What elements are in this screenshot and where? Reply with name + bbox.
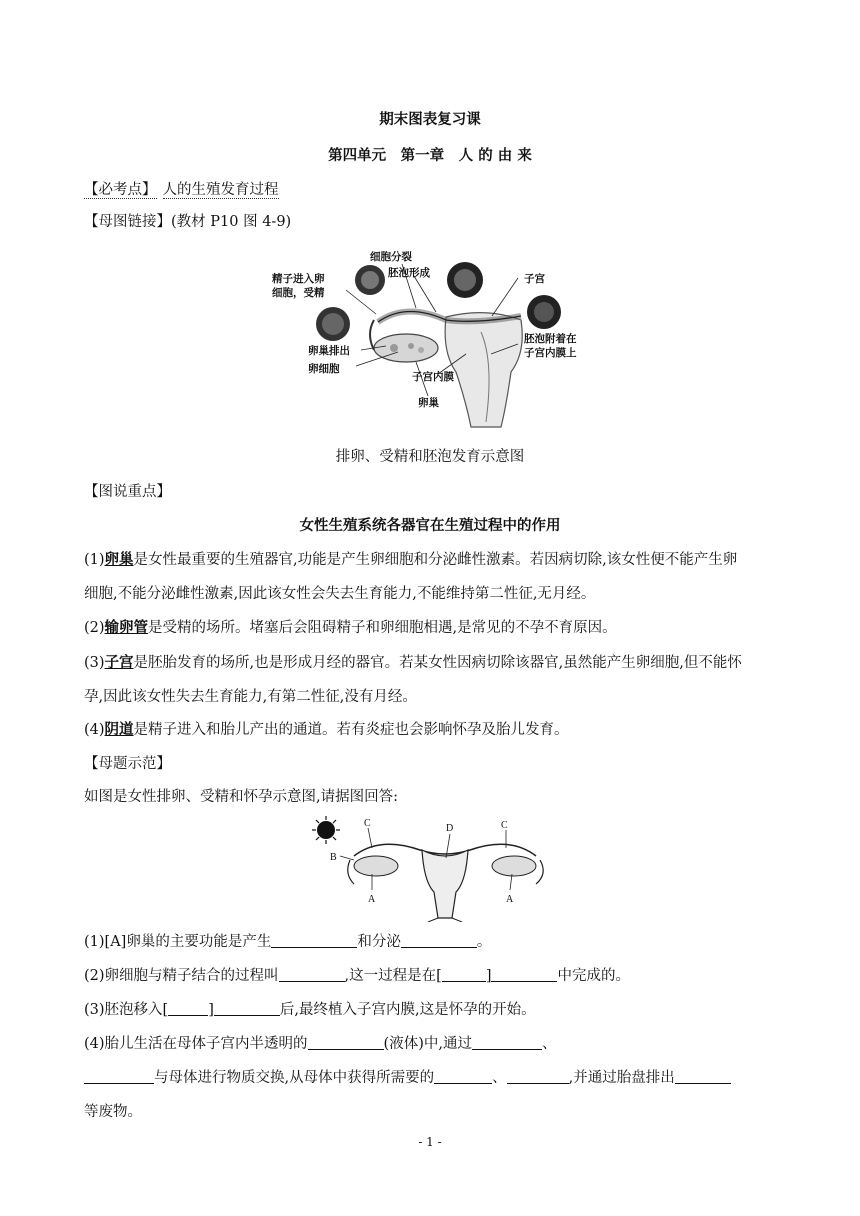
label-sperm-enter: 精子进入卵 bbox=[272, 273, 325, 285]
page-number: - 1 - bbox=[418, 1135, 442, 1149]
fig2-label-b: B bbox=[330, 852, 337, 863]
q3-blank-1[interactable] bbox=[168, 1001, 208, 1016]
fig2-label-c-left: C bbox=[364, 818, 371, 829]
label-egg: 卵细胞 bbox=[308, 363, 340, 375]
point-text: 是女性最重要的生殖器官,功能是产生卵细胞和分泌雌性激素。若因病切除,该女性便不能产生卵 bbox=[133, 552, 738, 568]
point-text: 是胚胎发育的场所,也是形成月经的器官。若某女性因病切除该器官,虽然能产生卵细胞,但不能怀 bbox=[133, 655, 742, 671]
must-test-text: 人的生殖发育过程 bbox=[162, 182, 279, 198]
q2-blank-3[interactable] bbox=[491, 967, 557, 982]
q4-blank-5[interactable] bbox=[507, 1069, 569, 1084]
label-sperm-enter-2: 细胞，受精 bbox=[272, 287, 325, 299]
figure-caption: 排卵、受精和胚泡发育示意图 bbox=[335, 449, 525, 465]
point-3 bbox=[84, 653, 742, 673]
q1-blank-2[interactable] bbox=[401, 933, 477, 948]
point-term: 子宫 bbox=[104, 654, 134, 671]
label-uterus: 子宫 bbox=[524, 273, 545, 285]
q2-text-a: (2)卵细胞与精子结合的过程叫 bbox=[84, 968, 279, 984]
point-num: (2) bbox=[84, 620, 105, 636]
label-cell-division: 细胞分裂 bbox=[370, 251, 412, 263]
q4-text-b: (液体)中,通过 bbox=[383, 1036, 472, 1052]
question-2 bbox=[84, 966, 630, 986]
mother-figure-label: 【母图链接】 bbox=[84, 214, 171, 230]
q4-text-a: (4)胎儿生活在母体子宫内半透明的 bbox=[84, 1036, 308, 1052]
question-1 bbox=[84, 932, 491, 952]
reproduction-figure bbox=[310, 814, 555, 922]
label-ovary: 卵巢 bbox=[418, 397, 439, 409]
point-3-cont: 孕,因此该女性失去生育能力,有第二性征,没有月经。 bbox=[84, 689, 417, 705]
point-2 bbox=[84, 618, 617, 638]
fig2-label-a-left: A bbox=[368, 894, 376, 905]
q2-blank-2[interactable] bbox=[442, 967, 486, 982]
q4-blank-6[interactable] bbox=[675, 1069, 731, 1084]
q3-text-c: 后,最终植入子宫内膜,这是怀孕的开始。 bbox=[279, 1002, 536, 1018]
q1-text-c: 。 bbox=[476, 934, 492, 950]
point-1 bbox=[84, 550, 737, 570]
label-attach-1: 胚泡附着在 bbox=[524, 333, 577, 345]
q4-text-e: 、 bbox=[492, 1070, 507, 1086]
q4-text-d: 与母体进行物质交换,从母体中获得所需要的 bbox=[154, 1070, 435, 1086]
example-intro: 如图是女性排卵、受精和怀孕示意图,请据图回答: bbox=[84, 789, 398, 805]
q3-text-a: (3)胚泡移入[ bbox=[84, 1002, 169, 1018]
q1-text-b: 和分泌 bbox=[357, 934, 401, 950]
q4-blank-3[interactable] bbox=[84, 1069, 154, 1084]
label-attach-2: 子宫内膜上 bbox=[524, 347, 577, 359]
ovulation-figure bbox=[266, 242, 606, 432]
question-4 bbox=[84, 1034, 556, 1054]
page-title: 期末图表复习课 bbox=[379, 111, 481, 128]
must-test-label: 【必考点】 bbox=[84, 182, 157, 198]
point-1-cont: 细胞,不能分泌雌性激素,因此该女性会失去生育能力,不能维持第二性征,无月经。 bbox=[84, 586, 596, 602]
question-3 bbox=[84, 1000, 536, 1020]
page-subtitle: 第四单元 第一章 人 的 由 来 bbox=[328, 147, 532, 164]
label-endometrium: 子宫内膜 bbox=[412, 371, 454, 383]
question-4-cont bbox=[84, 1068, 731, 1088]
q3-text-b: ] bbox=[208, 1002, 214, 1018]
point-4 bbox=[84, 720, 569, 740]
mother-figure-link bbox=[84, 212, 291, 232]
q2-text-c: ] bbox=[485, 968, 492, 984]
key-points-heading: 女性生殖系统各器官在生殖过程中的作用 bbox=[299, 517, 561, 534]
q4-blank-2[interactable] bbox=[472, 1035, 542, 1050]
point-text: 是受精的场所。堵塞后会阻碍精子和卵细胞相遇,是常见的不孕不育原因。 bbox=[148, 620, 617, 636]
question-4-end: 等废物。 bbox=[84, 1104, 142, 1120]
fig2-label-a-right: A bbox=[506, 894, 514, 905]
point-num: (3) bbox=[84, 655, 105, 671]
egg-cell-icon bbox=[317, 821, 335, 839]
q1-blank-1[interactable] bbox=[271, 933, 357, 948]
example-label: 【母题示范】 bbox=[84, 756, 171, 772]
q2-text-d: 中完成的。 bbox=[557, 968, 630, 984]
key-points-label: 【图说重点】 bbox=[84, 484, 171, 500]
point-term: 输卵管 bbox=[104, 619, 149, 636]
q1-text-a: (1)[A]卵巢的主要功能是产生 bbox=[84, 934, 272, 950]
fig2-label-d: D bbox=[446, 823, 454, 834]
mother-figure-ref: (教材 P10 图 4-9) bbox=[171, 214, 292, 230]
q4-blank-4[interactable] bbox=[434, 1069, 492, 1084]
label-ovulation: 卵巢排出 bbox=[308, 345, 350, 357]
q3-blank-2[interactable] bbox=[214, 1001, 280, 1016]
q4-blank-1[interactable] bbox=[308, 1035, 384, 1050]
label-blastocyst: 胚泡形成 bbox=[388, 267, 430, 279]
q2-blank-1[interactable] bbox=[279, 967, 345, 982]
point-term: 阴道 bbox=[104, 721, 134, 738]
point-text: 是精子进入和胎儿产出的通道。若有炎症也会影响怀孕及胎儿发育。 bbox=[133, 722, 569, 738]
must-test-point bbox=[84, 180, 279, 200]
q4-text-f: ,并通过胎盘排出 bbox=[568, 1070, 675, 1086]
q4-text-c: 、 bbox=[541, 1036, 557, 1052]
point-num: (1) bbox=[84, 552, 105, 568]
point-term: 卵巢 bbox=[104, 551, 134, 568]
q2-text-b: ,这一过程是在[ bbox=[344, 968, 442, 984]
fig2-label-c-right: C bbox=[501, 820, 508, 831]
point-num: (4) bbox=[84, 722, 105, 738]
